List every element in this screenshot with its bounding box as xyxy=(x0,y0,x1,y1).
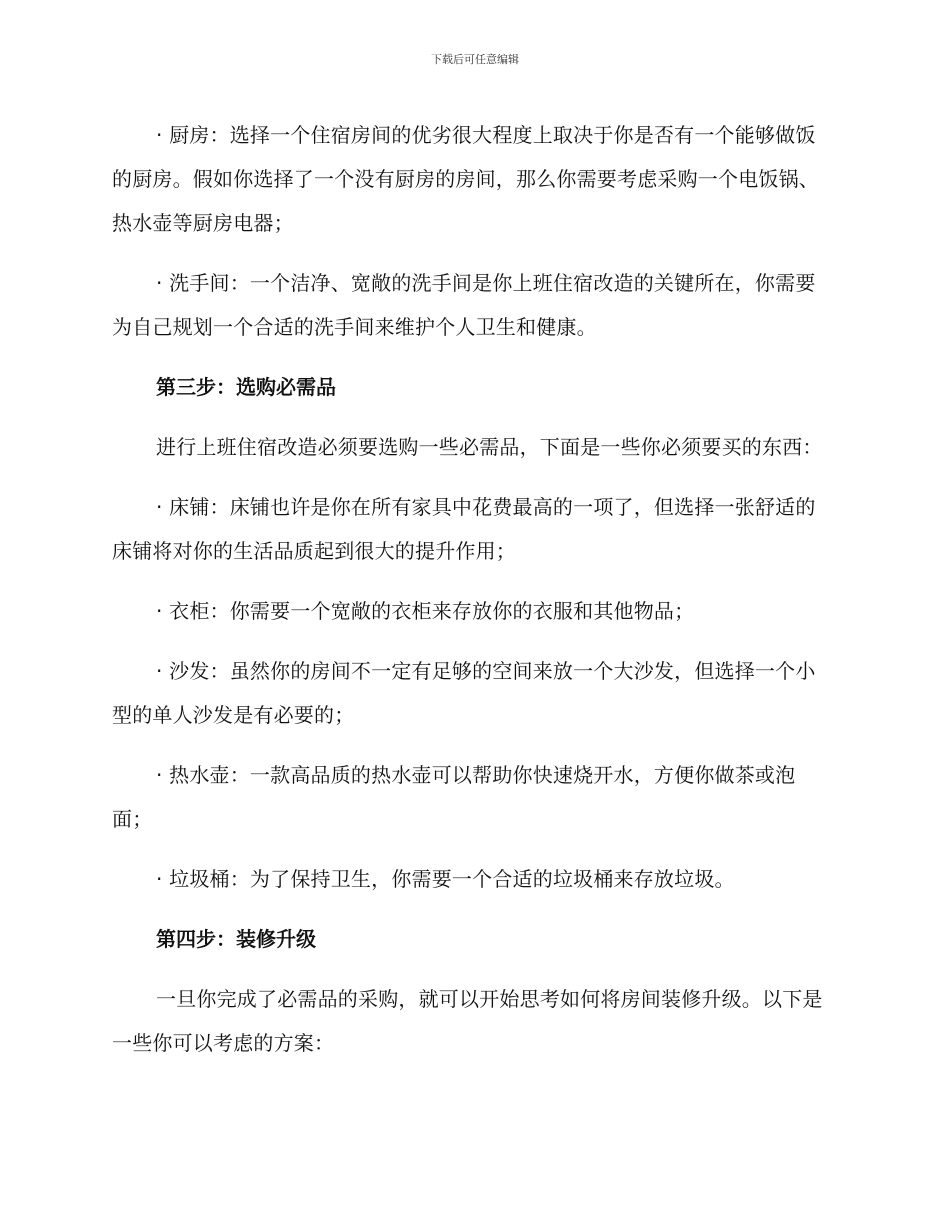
bullet-kettle: · 热水壶：一款高品质的热水壶可以帮助你快速烧开水，方便你做茶或泡面； xyxy=(112,763,796,831)
bullet-bed: · 床铺：床铺也许是你在所有家具中花费最高的一项了，但选择一张舒适的床铺将对你的生活品质起到很大的提升作用； xyxy=(112,495,816,563)
bullet-trash: · 垃圾桶：为了保持卫生，你需要一个合适的垃圾桶来存放垃圾。 xyxy=(156,867,735,891)
step4-heading: 第四步：装修升级 xyxy=(156,927,316,951)
document-body xyxy=(112,113,834,1081)
bullet-kitchen: · 厨房：选择一个住宿房间的优劣很大程度上取决于你是否有一个能够做饭的厨房。假如你选择了一个没有厨房的房间，那么你需要考虑采购一个电饭锅、热水壶等厨房电器； xyxy=(112,123,819,235)
page-header: 下载后可任意编辑 xyxy=(431,53,519,66)
bullet-wardrobe: · 衣柜：你需要一个宽敞的衣柜来存放你的衣服和其他物品； xyxy=(156,599,695,623)
step3-heading: 第三步：选购必需品 xyxy=(156,375,336,399)
bullet-bathroom: · 洗手间：一个洁净、宽敞的洗手间是你上班住宿改造的关键所在，你需要为自己规划一个合适的洗手间来维护个人卫生和健康。 xyxy=(112,271,816,339)
step4-intro: 一旦你完成了必需品的采购，就可以开始思考如何将房间装修升级。以下是一些你可以考虑的方案： xyxy=(112,987,823,1055)
bullet-sofa: · 沙发：虽然你的房间不一定有足够的空间来放一个大沙发，但选择一个小型的单人沙发是有必要的； xyxy=(112,659,816,727)
step3-intro: 进行上班住宿改造必须要选购一些必需品，下面是一些你必须要买的东西： xyxy=(156,435,823,459)
